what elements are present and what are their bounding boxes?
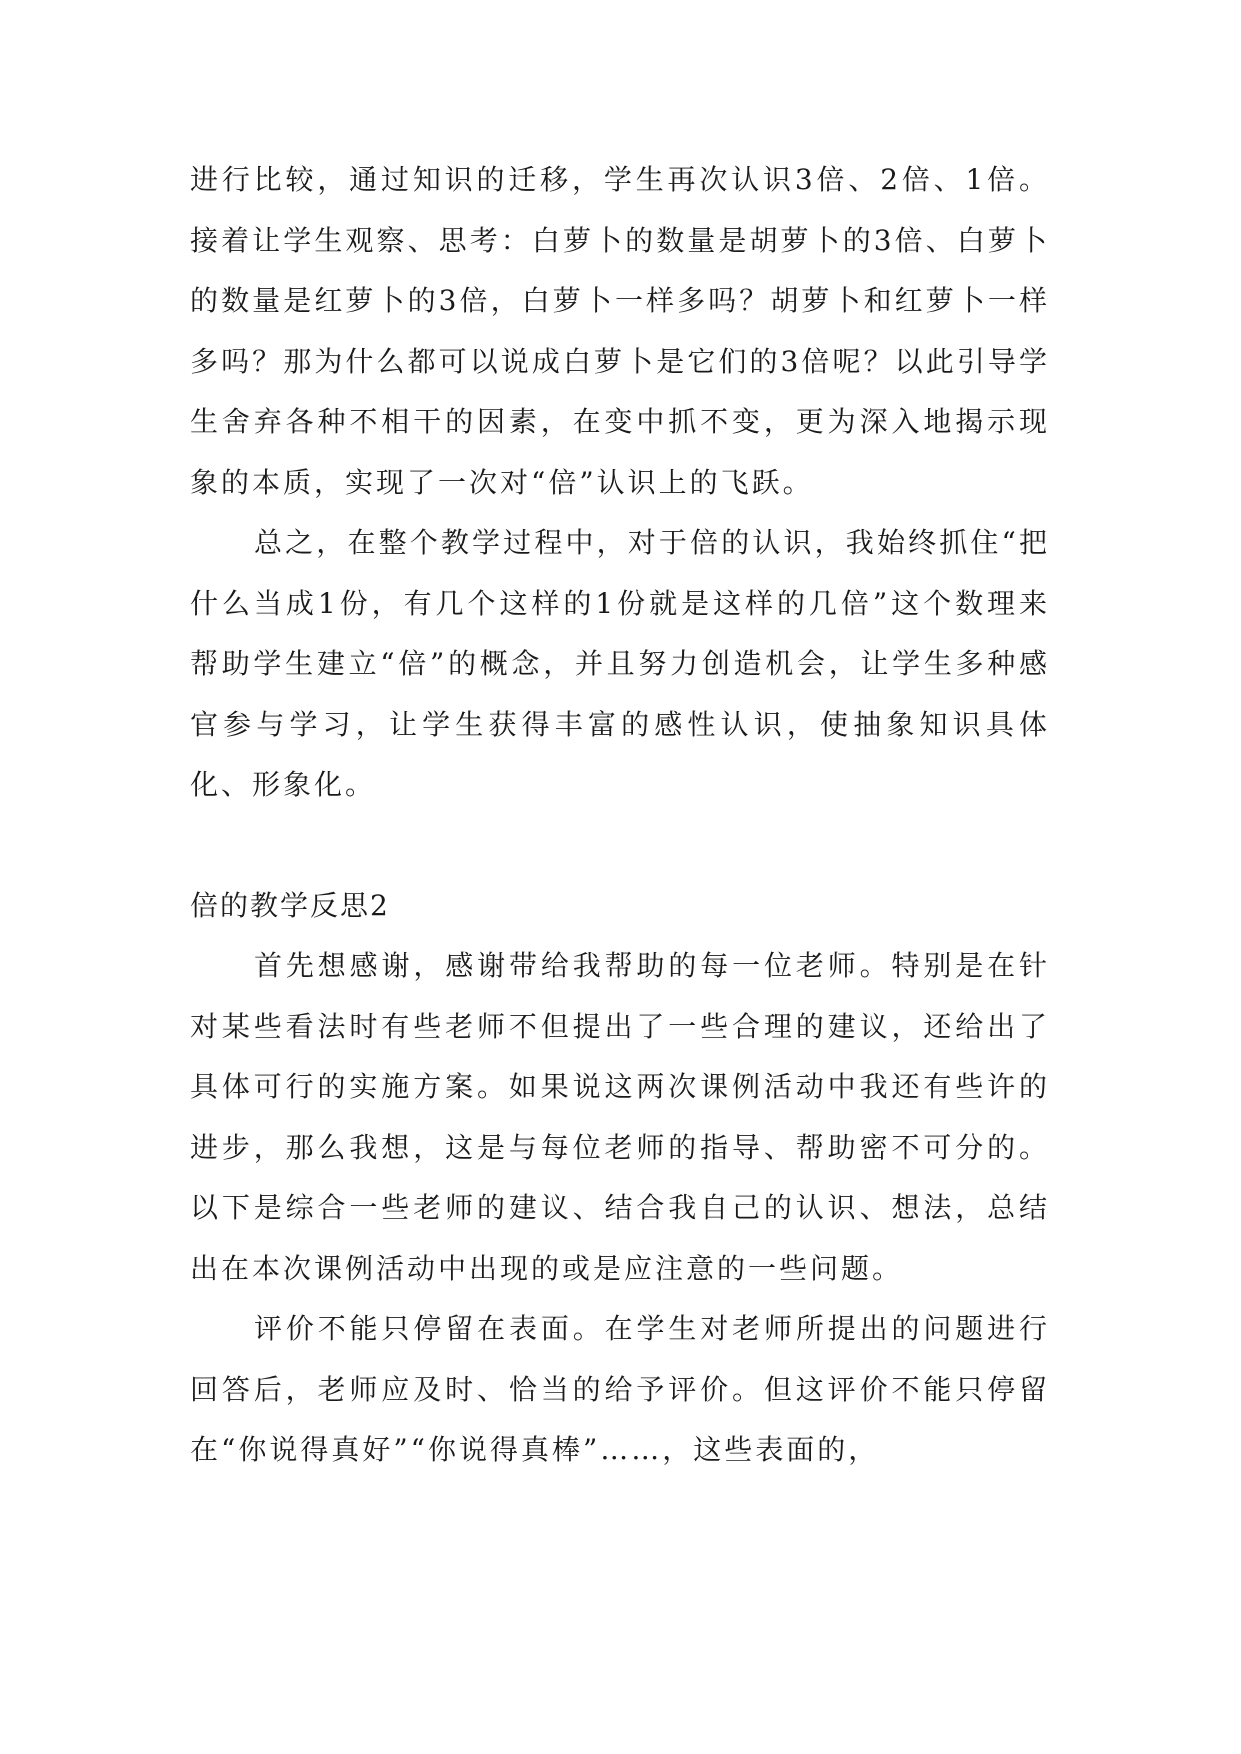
document-body — [190, 150, 1050, 1481]
paragraph-continuation: 进行比较，通过知识的迁移，学生再次认识3倍、2倍、1倍。接着让学生观察、思考：白萝卜的数量是胡萝卜的3倍、白萝卜的数量是红萝卜的3倍，白萝卜一样多吗？胡萝卜和红萝卜一样多吗？那为什么都可以说成白萝卜是它们的3倍呢？以此引导学生舍弃各种不相干的因素，在变中抓不变，更为深入地揭示现象的本质，实现了一次对“倍”认识上的飞跃。 — [190, 163, 1050, 499]
paragraph-thanks: 首先想感谢，感谢带给我帮助的每一位老师。特别是在针对某些看法时有些老师不但提出了一些合理的建议，还给出了具体可行的实施方案。如果说这两次课例活动中我还有些许的进步，那么我想，这是与每位老师的指导、帮助密不可分的。以下是综合一些老师的建议、结合我自己的认识、想法，总结出在本次课例活动中出现的或是应注意的一些问题。 — [190, 949, 1050, 1285]
paragraph-evaluation: 评价不能只停留在表面。在学生对老师所提出的问题进行回答后，老师应及时、恰当的给予评价。但这评价不能只停留在“你说得真好”“你说得真棒”……，这些表面的， — [190, 1312, 1050, 1466]
paragraph-summary: 总之，在整个教学过程中，对于倍的认识，我始终抓住“把什么当成1份，有几个这样的1份就是这样的几倍”这个数理来帮助学生建立“倍”的概念，并且努力创造机会，让学生多种感官参与学习，让学生获得丰富的感性认识，使抽象知识具体化、形象化。 — [190, 526, 1050, 801]
section-title: 倍的教学反思2 — [190, 888, 390, 922]
